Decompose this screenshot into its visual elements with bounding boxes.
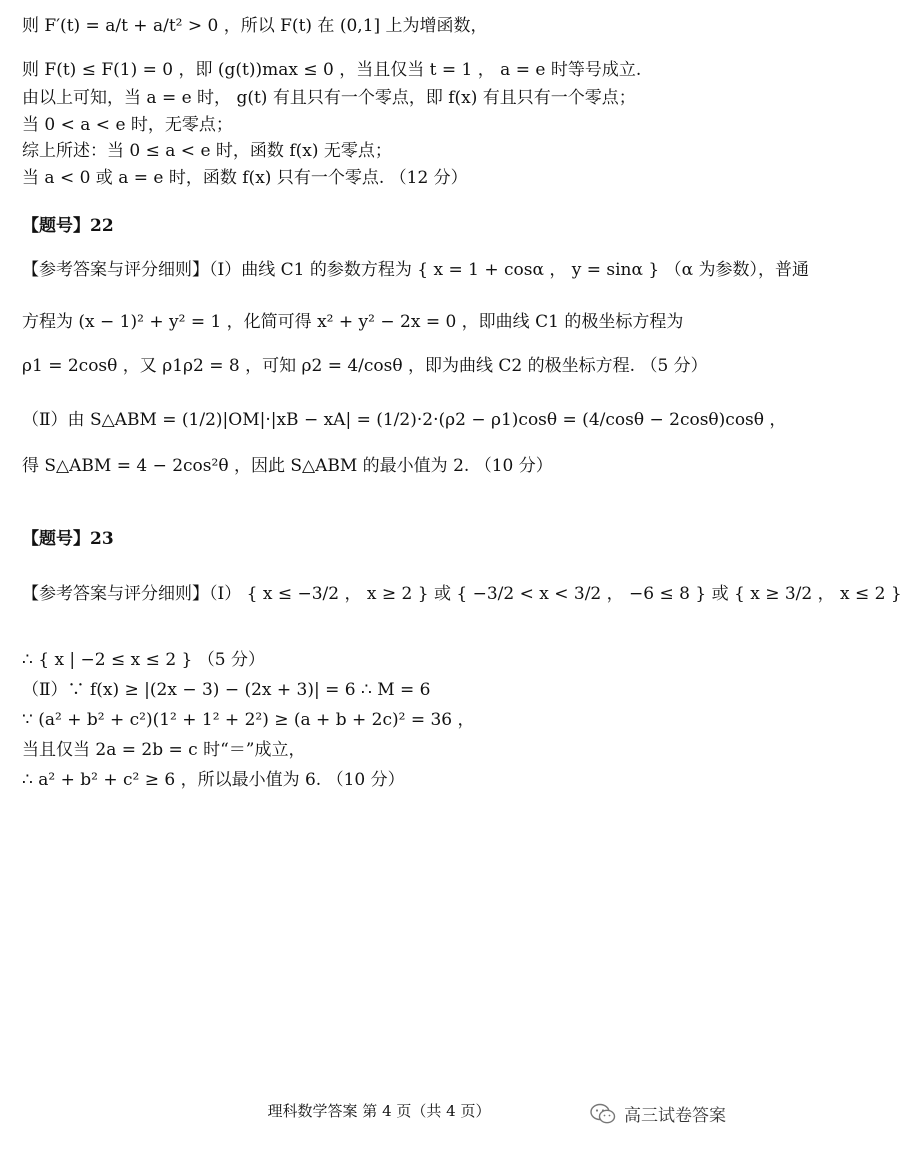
page-footer: 理科数学答案 第 4 页（共 4 页） xyxy=(267,1102,491,1120)
watermark xyxy=(590,1103,726,1129)
q23-part2-line-2: ∵ (a² + b² + c²)(1² + 1² + 2²) ≥ (a + b + 2c)² = 36 ， xyxy=(22,710,475,730)
text-line-3: 由以上可知，当 a = e 时， g(t) 有且只有一个零点，即 f(x) 有且只有一个零点； xyxy=(22,88,636,108)
text-line-1: 则 F′(t) = a/t + a/t² > 0 ，所以 F(t) 在 (0,1] 上为增函数， xyxy=(22,16,488,36)
q22-part1-line-2: 方程为 (x − 1)² + y² = 1 ，化简可得 x² + y² − 2x = 0 ，即曲线 C1 的极坐标方程为 xyxy=(22,312,684,332)
question-23-heading: 【题号】23 xyxy=(22,529,114,549)
watermark-text: 高三试卷答案 xyxy=(624,1105,726,1126)
q23-part2-line-1: （Ⅱ）∵ f(x) ≥ |(2x − 3) − (2x + 3)| = 6 ∴ M = 6 xyxy=(22,680,431,700)
wechat-icon xyxy=(590,1103,616,1129)
question-22-heading: 【题号】22 xyxy=(22,216,114,236)
q22-part1-line-1: 【参考答案与评分细则】（Ⅰ）曲线 C1 的参数方程为 { x = 1 + cosα ， y = sinα } （α 为参数），普通 xyxy=(22,260,809,280)
q23-part1-line-2: ∴ { x | −2 ≤ x ≤ 2 } （5 分） xyxy=(22,650,265,670)
q23-part2-line-3: 当且仅当 2a = 2b = c 时“＝”成立， xyxy=(22,740,306,760)
text-line-6: 当 a < 0 或 a = e 时，函数 f(x) 只有一个零点. （12 分） xyxy=(22,168,468,188)
q22-part2-line-1: （Ⅱ）由 S△ABM = (1/2)|OM|·|xB − xA| = (1/2)·2·(ρ2 − ρ1)cosθ = (4/cosθ − 2cosθ)cosθ ， xyxy=(22,410,787,430)
text-line-5: 综上所述：当 0 ≤ a < e 时，函数 f(x) 无零点； xyxy=(22,141,392,161)
text-line-4: 当 0 < a < e 时，无零点； xyxy=(22,115,233,135)
text-line-2: 则 F(t) ≤ F(1) = 0 ，即 (g(t))max ≤ 0 ，当且仅当 t = 1 ， a = e 时等号成立. xyxy=(22,60,642,80)
q22-part1-line-3: ρ1 = 2cosθ ，又 ρ1ρ2 = 8 ，可知 ρ2 = 4/cosθ ，即为曲线 C2 的极坐标方程. （5 分） xyxy=(22,356,708,376)
q22-part2-line-2: 得 S△ABM = 4 − 2cos²θ ，因此 S△ABM 的最小值为 2. （10 分） xyxy=(22,456,553,476)
q23-part2-line-4: ∴ a² + b² + c² ≥ 6 ，所以最小值为 6. （10 分） xyxy=(22,770,405,790)
q23-part1-line-1: 【参考答案与评分细则】（Ⅰ） { x ≤ −3/2 ， x ≥ 2 } 或 { −3/2 < x < 3/2 ， −6 ≤ 8 } 或 { x ≥ 3/2 ， x ≤ 2 } xyxy=(22,584,902,604)
